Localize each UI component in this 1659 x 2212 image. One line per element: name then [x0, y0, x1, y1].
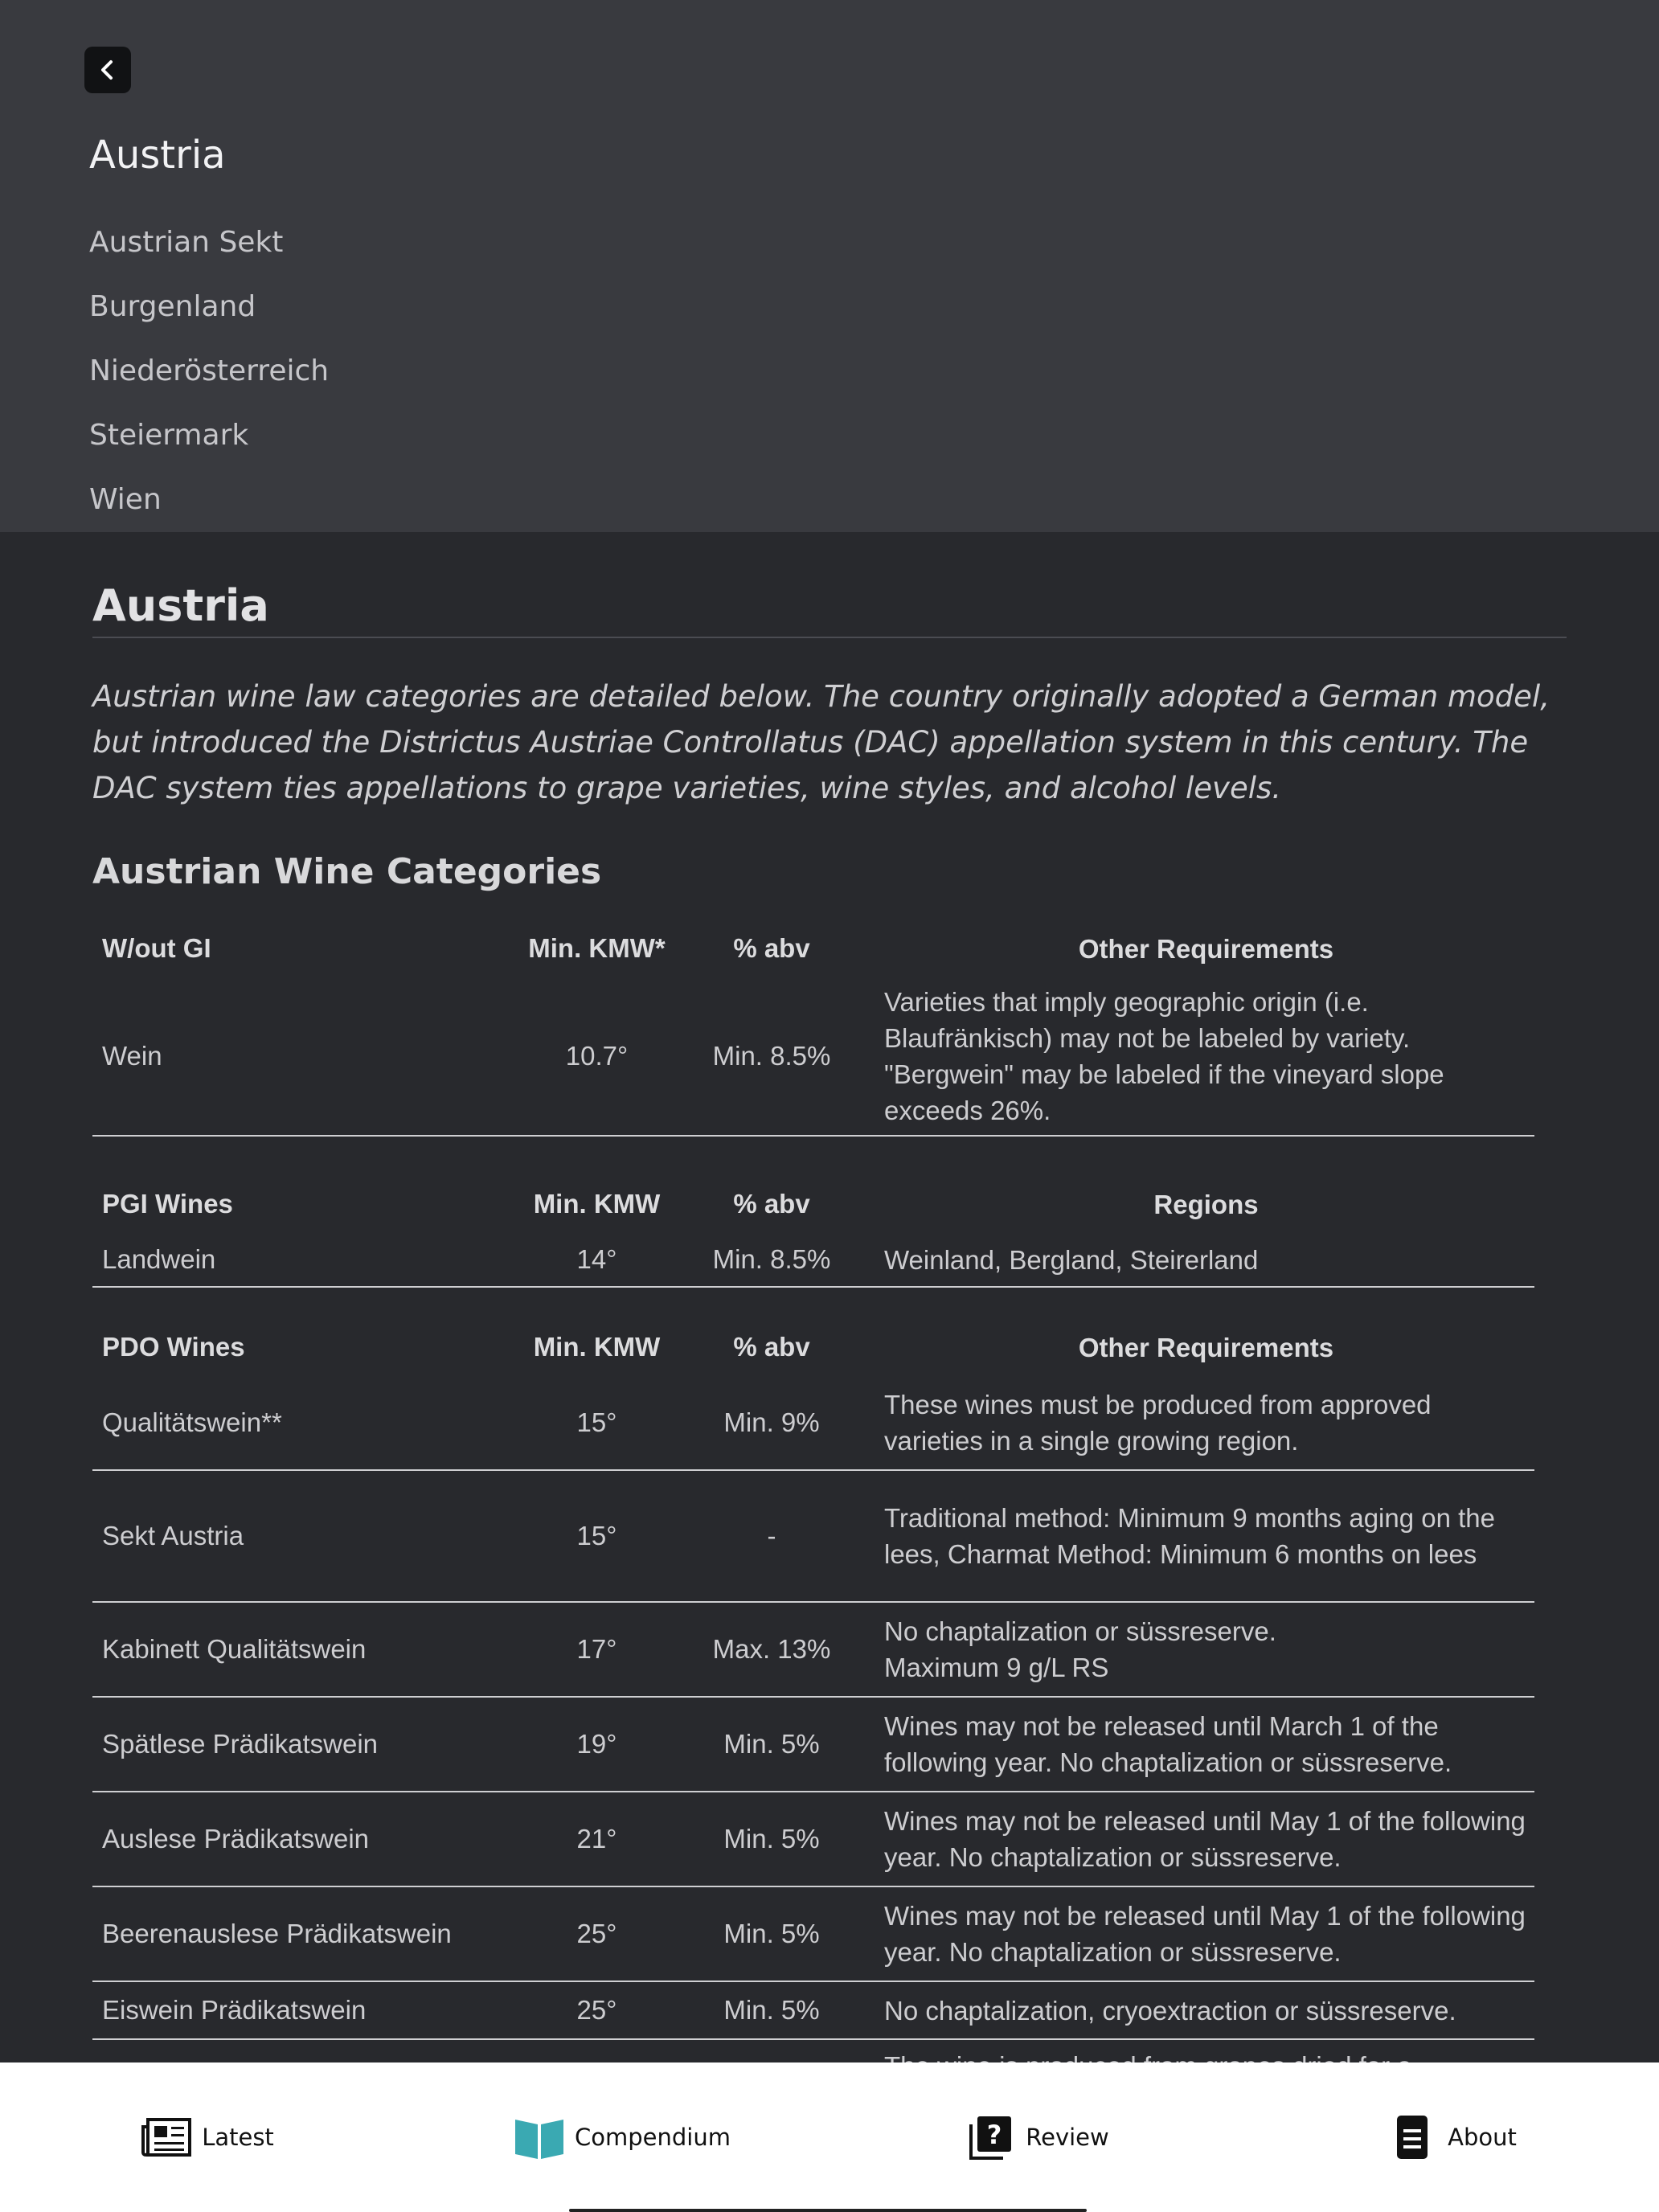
section-title: Austrian Wine Categories [92, 851, 602, 892]
abv-cell: Min. 8.5% [712, 1041, 831, 1071]
requirements-cell: Wines may not be released until May 1 of the following year. No chaptalization or süssreserve. [884, 1901, 1526, 1967]
question-card-icon [965, 2112, 1016, 2163]
nav-title: Austria [89, 133, 226, 178]
kmw-cell: 19° [576, 1729, 617, 1759]
svg-text:?: ? [986, 2120, 1002, 2150]
abv-cell: Min. 5% [723, 1995, 820, 2025]
header-cell: Regions [1153, 1189, 1259, 1219]
abv-cell: Min. 5% [723, 1919, 820, 1948]
requirements-cell: Traditional method: Minimum 9 months aging on the lees, Charmat Method: Minimum 6 months on lees [884, 1503, 1495, 1569]
kmw-cell: 10.7° [565, 1041, 629, 1071]
abv-cell: - [767, 1521, 776, 1550]
header-cell: PGI Wines [102, 1189, 233, 1219]
article-title: Austria [92, 576, 1567, 638]
tab-label: Review [1026, 2124, 1109, 2151]
table-row [92, 977, 1534, 1137]
chevron-left-icon [96, 58, 120, 82]
bottom-tab-bar [0, 2062, 1659, 2212]
table-section-pgi [92, 1175, 1534, 1288]
region-item-burgenland[interactable]: Burgenland [89, 290, 256, 323]
kmw-cell: 14° [576, 1244, 617, 1274]
region-item-niederosterreich[interactable]: Niederösterreich [89, 354, 330, 387]
tab-label: Compendium [575, 2124, 731, 2151]
table-header [92, 920, 1534, 977]
table-header [92, 1318, 1534, 1376]
category-cell: Sekt Austria [102, 1521, 244, 1550]
table-row [92, 1233, 1534, 1288]
region-item-wien[interactable]: Wien [89, 483, 162, 516]
newspaper-icon [141, 2112, 192, 2163]
tab-label: Latest [202, 2124, 274, 2151]
requirements-cell: These wines must be produced from approved varieties in a single growing region. [884, 1390, 1432, 1456]
home-indicator [569, 2209, 1087, 2212]
region-item-austrian-sekt[interactable]: Austrian Sekt [89, 226, 284, 259]
header-cell: Other Requirements [1078, 933, 1334, 964]
kmw-cell: 15° [576, 1407, 617, 1437]
requirements-cell: No chaptalization, cryoextraction or süssreserve. [884, 1995, 1456, 2026]
kmw-cell: 17° [576, 1634, 617, 1664]
abv-cell: Min. 5% [723, 1824, 820, 1854]
article-intro: Austrian wine law categories are detailed below. The country originally adopted a German model, but introduced the Districtus Austriae Controllatus (DAC) appellation system in this century. The DAC system ties appellations to grape varieties, wine styles, and alcohol levels. [92, 679, 1550, 805]
article [92, 576, 1567, 903]
category-cell: Qualitätswein** [102, 1407, 282, 1437]
region-item-steiermark[interactable]: Steiermark [89, 419, 249, 452]
header-cell: % abv [733, 1189, 810, 1219]
abv-cell: Min. 5% [723, 1729, 820, 1759]
tab-about[interactable] [1244, 2062, 1659, 2212]
category-cell: Landwein [102, 1244, 216, 1274]
abv-cell: Min. 8.5% [712, 1244, 831, 1274]
tab-label: About [1448, 2124, 1517, 2151]
requirements-cell [876, 1613, 1534, 1686]
table-row [92, 1603, 1534, 1698]
table-row [92, 1982, 1534, 2040]
header-cell: Min. KMW* [528, 933, 666, 963]
category-cell: Wein [102, 1041, 162, 1071]
table-section-pdo [92, 1318, 1534, 2104]
category-cell: Spätlese Prädikatswein [102, 1729, 379, 1759]
kmw-cell: 15° [576, 1521, 617, 1550]
kmw-cell: 21° [576, 1824, 617, 1854]
tab-review[interactable] [830, 2062, 1244, 2212]
header-cell: Other Requirements [1078, 1332, 1334, 1362]
abv-cell: Max. 13% [712, 1634, 831, 1664]
header-cell: PDO Wines [102, 1332, 245, 1362]
category-cell: Beerenauslese Prädikatswein [102, 1919, 452, 1948]
header-cell: % abv [733, 933, 810, 963]
kmw-cell: 25° [576, 1919, 617, 1948]
region-list [89, 214, 329, 535]
category-cell: Auslese Prädikatswein [102, 1824, 369, 1854]
requirements-line: No chaptalization or süssreserve. [884, 1616, 1276, 1646]
requirements-line: Maximum 9 g/L RS [884, 1653, 1109, 1682]
requirements-cell: Wines may not be released until March 1 of the following year. No chaptalization or süssreserve. [884, 1711, 1452, 1777]
requirements-cell: Varieties that imply geographic origin (i.e. Blaufränkisch) may not be labeled by variety. "Bergwein" may be labeled if the vineyard slope exceeds 26%. [884, 987, 1444, 1125]
table-section-wout-gi [92, 920, 1534, 1137]
table-row [92, 1887, 1534, 1982]
table-row [92, 1376, 1534, 1471]
table-row [92, 1792, 1534, 1887]
tab-latest[interactable] [0, 2062, 415, 2212]
requirements-cell: Wines may not be released until May 1 of the following year. No chaptalization or süssreserve. [884, 1806, 1526, 1872]
tab-compendium[interactable] [415, 2062, 830, 2212]
back-button[interactable] [84, 47, 131, 93]
table-row [92, 1471, 1534, 1603]
book-icon [514, 2112, 565, 2163]
header-cell: % abv [733, 1332, 810, 1362]
kmw-cell: 25° [576, 1995, 617, 2025]
header-cell: Min. KMW [533, 1189, 661, 1219]
category-cell: Kabinett Qualitätswein [102, 1634, 367, 1664]
table-row [92, 1698, 1534, 1792]
abv-cell: Min. 9% [723, 1407, 820, 1437]
document-icon [1387, 2112, 1438, 2163]
region-nav-panel [0, 0, 1659, 532]
header-cell: Min. KMW [533, 1332, 661, 1362]
header-cell: W/out GI [102, 933, 211, 963]
table-header [92, 1175, 1534, 1233]
category-cell: Eiswein Prädikatswein [102, 1995, 367, 2025]
regions-cell: Weinland, Bergland, Steirerland [884, 1244, 1259, 1275]
